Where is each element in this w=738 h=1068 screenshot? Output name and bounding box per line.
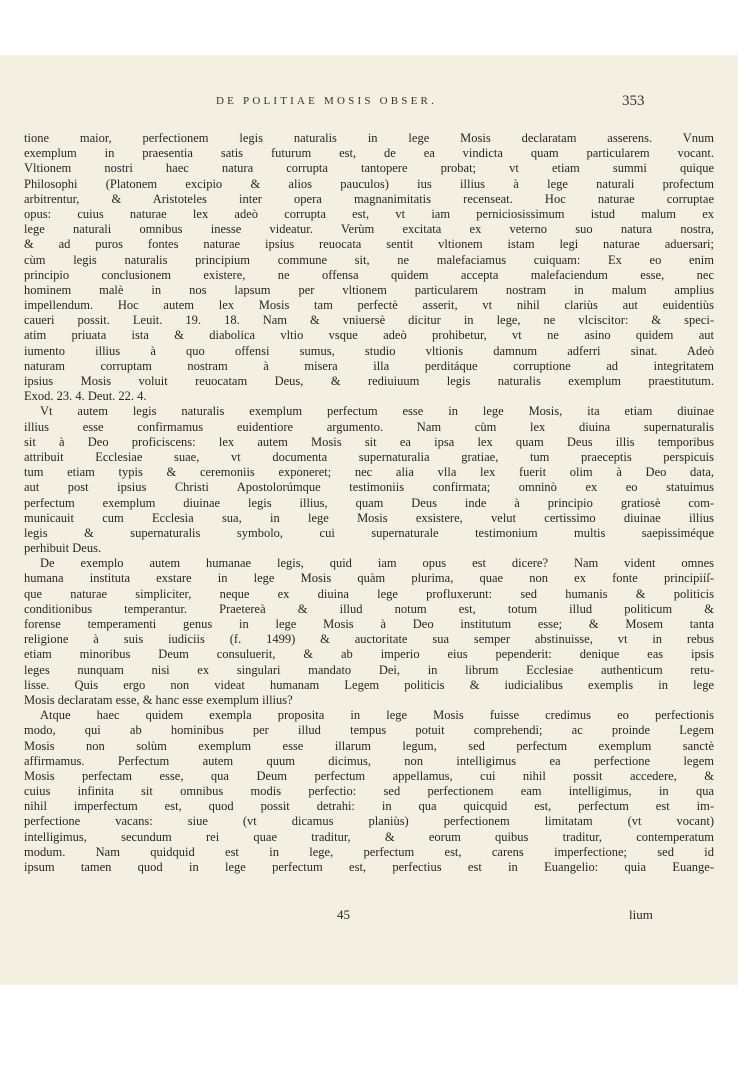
- text-line: lege naturali omnibus inesse videatur. Verùm excitata ex veterno suo natura nostra,: [24, 222, 714, 237]
- text-line: attribuit Ecclesiae suae, vt documenta supernaturalia gratiae, tum praeceptis perspicuis: [24, 449, 714, 464]
- text-line: ipsum tamen quod in lege perfectum est, perfectius est in Euangelio: quia Euange-: [24, 860, 714, 874]
- text-line: De exemplo autem humanae legis, quid iam opus est dicere? Nam vident omnes: [40, 556, 714, 571]
- text-line: impellendum. Hoc autem lex Mosis tam perfectè asserit, vt nihil clariùs aut euidentiùs: [24, 298, 714, 313]
- text-line: perhibuit Deus.: [24, 541, 102, 556]
- text-line: lisse. Quis ergo non videat humanam Legem politicis & iudicialibus exemplis in lege: [24, 677, 714, 692]
- text-line: iumento illius à quo offensi sumus, studio vltionis damnum adferri sinat. Adeò: [24, 343, 714, 358]
- text-line: aut post ipsius Christi Apostolorúmque testimoniis confirmata; omninò ex eo statuimus: [24, 480, 714, 495]
- paragraph: [24, 556, 714, 708]
- paragraph: [24, 131, 714, 404]
- text-line: principio conclusionem existere, ne offensa quidem accepta malefaciendum esse, nec: [24, 267, 714, 282]
- paragraph: [24, 708, 714, 875]
- text-line: Mosis declaratam esse, & hanc esse exemplum illius?: [24, 692, 293, 707]
- text-line: que naturae simpliciter, neque ex diuina lege profluxerunt: sed humanis & politicis: [24, 586, 714, 601]
- text-line: municauit cum Ecclesia sua, in lege Mosis exsistere, velut certissimo diuinae illius: [24, 510, 714, 525]
- paragraph: [24, 404, 714, 556]
- text-line: arbitrentur, & Aristoteles inter opera magnanimitatis recenseat. Hoc naturae corruptae: [24, 191, 714, 206]
- text-line: conditionibus temperantur. Praetereà & illud notum est, totum illud politicum &: [24, 601, 714, 616]
- text-line: tum etiam typis & ceremoniis exponeret; nec alia vlla lex fuerit olim à Deo data,: [24, 465, 714, 480]
- running-head: DE POLITIAE MOSIS OBSER.: [216, 95, 438, 107]
- text-line: etiam minoribus Deum consuluerit, & ab imperio eius pependerit: denique eas ipsis: [24, 647, 714, 662]
- text-line: perfectione vacans: siue (vt dicamus planiùs) perfectionem limitatam (vt vocant): [24, 814, 714, 829]
- text-line: illius esse confirmamus euidentiore argumento. Nam cùm lex diuina supernaturalis: [24, 419, 714, 434]
- text-line: intelligimus, secundum rei quae traditur, & eorum quibus traditur, contemperatum: [24, 829, 714, 844]
- text-line: Atque haec quidem exempla proposita in lege Mosis fuisse credimus eo perfectionis: [40, 708, 714, 723]
- body-text: [24, 131, 714, 875]
- text-line: cùm legis naturalis principium commune sit, ne malefaciamus cuiquam: Ex eo enim: [24, 252, 714, 267]
- text-line: cuius infinita sit omnibus modis perfectio: sed perfectionem eam intelligimus, in qua: [24, 784, 714, 799]
- text-line: Mosis non solùm exemplum esse illarum legum, sed perfectum exemplum sanctè: [24, 738, 714, 753]
- text-line: naturam corruptam nostram à misera illa perditáque corruptione ad integritatem: [24, 358, 714, 373]
- catchword: lium: [629, 907, 653, 922]
- text-line: hominem malè in nos lapsum per vltionem particularem nostram in malum amplius: [24, 282, 714, 297]
- text-line: Vt autem legis naturalis exemplum perfectum esse in lege Mosis, ita etiam diuinae: [40, 404, 714, 419]
- text-line: Mosis perfectam esse, qua Deum perfectum appellamus, cui nihil possit accedere, &: [24, 768, 714, 783]
- text-line: Vltionem nostri haec natura corrupta tantopere probat; vt etiam summi quique: [24, 161, 714, 176]
- text-line: perfectum exemplum diuinae legis illius, quam Deus inde à principio gratiosè com-: [24, 495, 714, 510]
- signature-mark: 45: [337, 907, 350, 922]
- text-line: caueri possit. Leuit. 19. 18. Nam & vniuersè dicitur in lege, ne vlciscitor: & speci-: [24, 313, 714, 328]
- text-line: ipsius Mosis voluit reuocatam Deus, & rediuiuum legis naturalis exemplum praestitutum.: [24, 374, 714, 388]
- text-line: & ad puros fontes naturae ipsius reuocata sentit vltionem istam legi naturae aduersari;: [24, 237, 714, 252]
- text-line: tione maior, perfectionem legis naturalis in lege Mosis declaratam asserens. Vnum: [24, 131, 714, 145]
- text-line: sit à Deo proficiscens: lex autem Mosis sit ea ipsa lex quam Deus illis temporibus: [24, 434, 714, 449]
- text-line: legis & supernaturalis symbolo, cui supernaturale testimonium multis saepissiméque: [24, 525, 714, 540]
- text-line: forense temperamenti genus in lege Mosis à Deo institutum esse; & Mosem tanta: [24, 617, 714, 631]
- text-line: Exod. 23. 4. Deut. 22. 4.: [24, 389, 147, 404]
- text-line: atim priuata ista & diabolica vltio vsque adeò prohibetur, vt ne asino quidem aut: [24, 328, 714, 343]
- page-header: [0, 95, 738, 113]
- text-line: opus: cuius naturae lex adeò corrupta est, vt iam perniciosissimum istud malum ex: [24, 206, 714, 221]
- page-footer: [0, 907, 738, 923]
- text-line: humana instituta exstare in lege Mosis quàm plurima, quae non ex fonte principiíſ-: [24, 571, 714, 586]
- text-line: affirmamus. Perfectum autem quum dicimus, non intelligimus ea perfectione legem: [24, 753, 714, 768]
- text-line: modum. Nam quidquid est in lege, perfectum est, carens imperfectione; sed id: [24, 844, 714, 859]
- text-line: exemplum in praesentia satis futurum est, de ea vindicta quam particularem vocant.: [24, 146, 714, 161]
- text-line: Philosophi (Platonem excipio & alios pauculos) ius illius à lege naturali profectum: [24, 176, 714, 191]
- text-line: nihil imperfectum est, quod possit detrahi: in qua quicquid est, perfectum est im-: [24, 799, 714, 814]
- text-line: religione à suis iudiciis (f. 1499) & auctoritate sua semper abstinuisse, vt in rebus: [24, 632, 714, 647]
- page-number: 353: [622, 93, 645, 109]
- text-line: modo, qui ab hominibus per illud tempus potuit comprehendi; ac proinde Legem: [24, 723, 714, 738]
- text-line: leges nunquam nisi ex singulari mandato Dei, in librum Ecclesiae authenticum retu-: [24, 662, 714, 677]
- book-page: [0, 55, 738, 985]
